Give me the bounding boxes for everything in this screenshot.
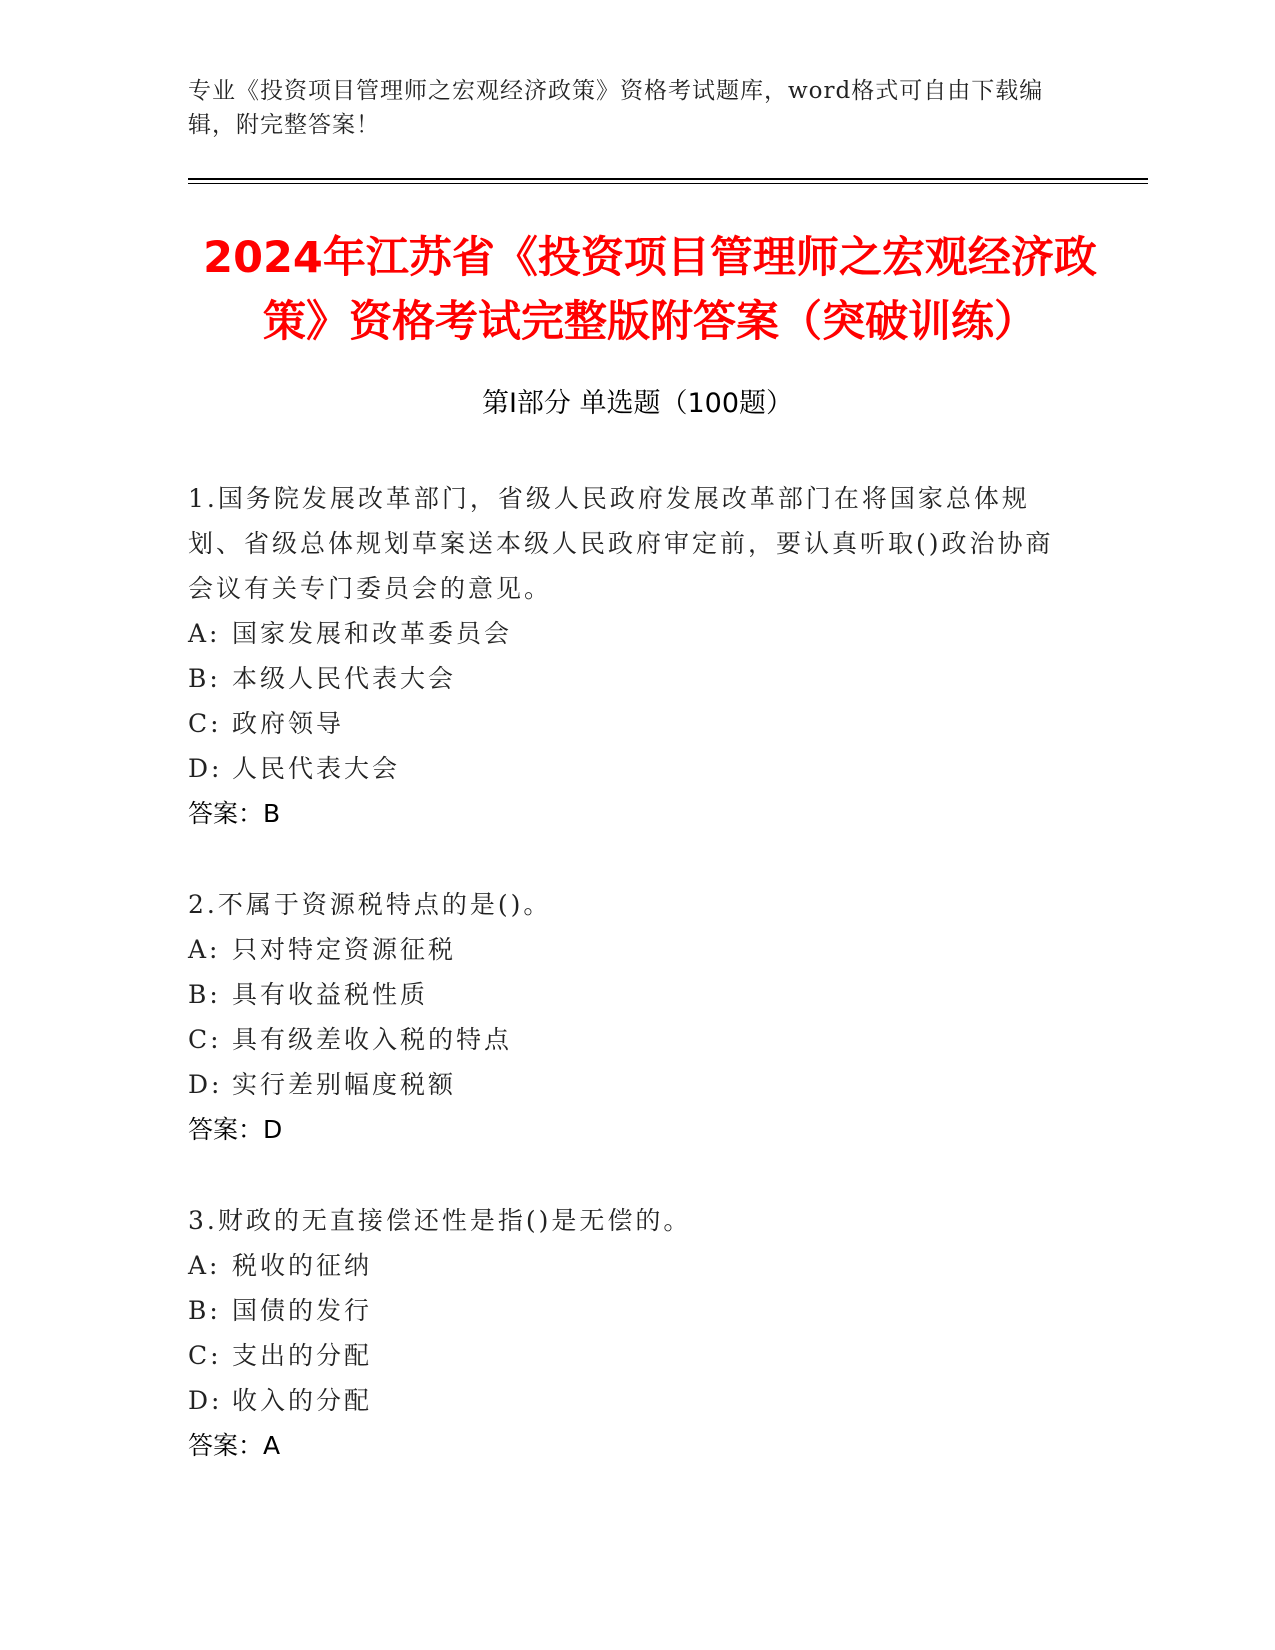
option-text: 国家发展和改革委员会 bbox=[232, 619, 513, 648]
header-note: 专业《投资项目管理师之宏观经济政策》资格考试题库，word格式可自由下载编辑，附完整答案！ bbox=[188, 78, 1044, 138]
option-text: 本级人民代表大会 bbox=[232, 664, 457, 693]
option-a bbox=[188, 1243, 1068, 1288]
option-text: 实行差别幅度税额 bbox=[232, 1070, 457, 1099]
option-key: C: bbox=[188, 1025, 222, 1054]
option-key: C: bbox=[188, 1341, 222, 1370]
option-text: 收入的分配 bbox=[232, 1386, 373, 1415]
question-item bbox=[188, 476, 1068, 836]
section-heading: 第I部分 单选题（100题） bbox=[481, 388, 794, 419]
option-key: B: bbox=[188, 664, 221, 693]
option-text: 支出的分配 bbox=[232, 1341, 373, 1370]
option-key: B: bbox=[188, 980, 221, 1009]
question-stem: 3.财政的无直接偿还性是指()是无偿的。 bbox=[188, 1206, 692, 1235]
option-key: B: bbox=[188, 1296, 221, 1325]
question-item bbox=[188, 882, 1068, 1152]
option-text: 具有级差收入税的特点 bbox=[232, 1025, 513, 1054]
option-d bbox=[188, 746, 1068, 791]
option-b bbox=[188, 972, 1068, 1017]
option-text: 只对特定资源征税 bbox=[232, 935, 457, 964]
option-b bbox=[188, 656, 1068, 701]
question-item bbox=[188, 1198, 1068, 1468]
header-divider-thick bbox=[188, 178, 1148, 180]
option-d bbox=[188, 1378, 1068, 1423]
document-title: 2024年江苏省《投资项目管理师之宏观经济政策》资格考试完整版附答案（突破训练） bbox=[203, 233, 1097, 347]
option-key: D: bbox=[188, 754, 223, 783]
option-a bbox=[188, 927, 1068, 972]
option-text: 政府领导 bbox=[232, 709, 345, 738]
option-key: A: bbox=[188, 619, 221, 648]
option-text: 国债的发行 bbox=[232, 1296, 373, 1325]
option-key: D: bbox=[188, 1386, 223, 1415]
question-stem: 1.国务院发展改革部门，省级人民政府发展改革部门在将国家总体规划、省级总体规划草案送本级人民政府审定前，要认真听取()政治协商会议有关专门委员会的意见。 bbox=[188, 484, 1054, 603]
header-divider-thin bbox=[188, 183, 1148, 184]
option-key: A: bbox=[188, 1251, 221, 1280]
option-key: D: bbox=[188, 1070, 223, 1099]
option-key: A: bbox=[188, 935, 221, 964]
option-a bbox=[188, 611, 1068, 656]
option-text: 具有收益税性质 bbox=[232, 980, 429, 1009]
option-d bbox=[188, 1062, 1068, 1107]
option-key: C: bbox=[188, 709, 222, 738]
option-text: 税收的征纳 bbox=[232, 1251, 373, 1280]
question-stem: 2.不属于资源税特点的是()。 bbox=[188, 890, 552, 919]
answer-line: 答案：B bbox=[188, 799, 281, 828]
option-c bbox=[188, 701, 1068, 746]
answer-line: 答案：A bbox=[188, 1431, 281, 1460]
option-c bbox=[188, 1333, 1068, 1378]
option-b bbox=[188, 1288, 1068, 1333]
option-c bbox=[188, 1017, 1068, 1062]
option-text: 人民代表大会 bbox=[232, 754, 401, 783]
question-list bbox=[188, 476, 1068, 1514]
answer-line: 答案：D bbox=[188, 1115, 283, 1144]
